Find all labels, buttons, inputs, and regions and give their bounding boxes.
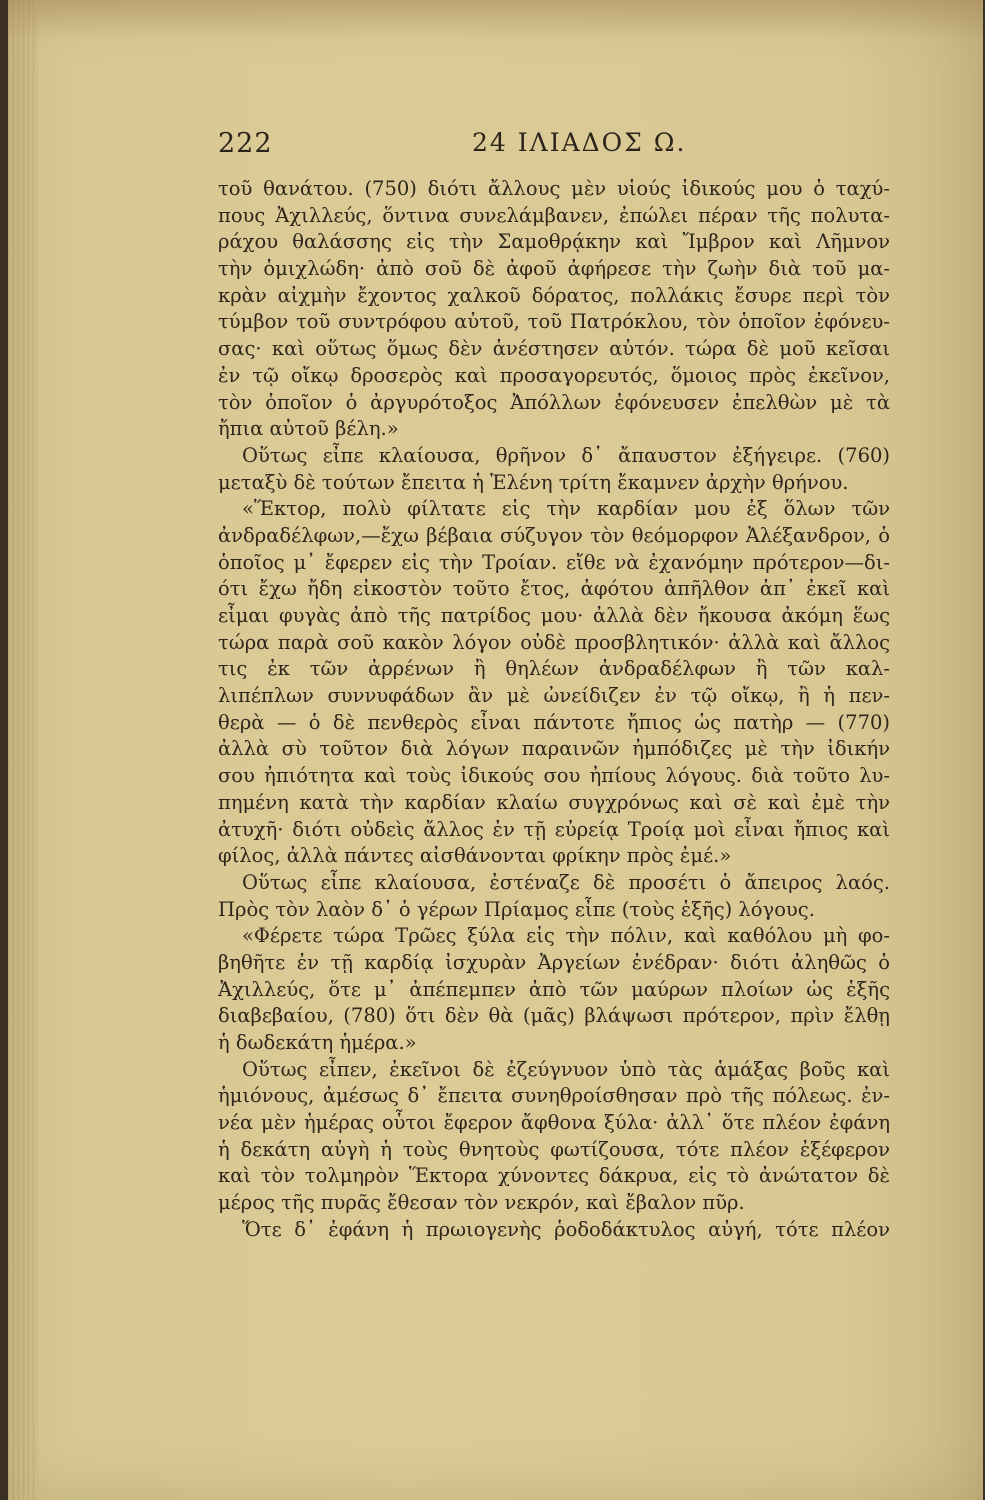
paragraph [218, 1217, 890, 1244]
text-line: Ὅτε δ᾽ ἐφάνη ἡ πρωιογενὴς ῥοδοδάκτυλος αὐγή, τότε πλέον [242, 1217, 890, 1241]
text-line: «Ἕκτορ, πολὺ φίλτατε εἰς τὴν καρδίαν μου ἐξ ὅλων τῶν [242, 497, 890, 521]
text-line: μέρος τῆς πυρᾶς ἔθεσαν τὸν νεκρόν, καὶ ἔβαλον πῦρ. [218, 1191, 745, 1215]
text-line: ἐν τῷ οἴκῳ δροσερὸς καὶ προσαγορευτός, ὅμοιος πρὸς ἐκεῖνον, [218, 363, 890, 387]
text-line: ἀνδραδέλφων,—ἔχω βέβαια σύζυγον τὸν θεόμορφον Ἀλέξανδρον, ὁ [218, 523, 890, 547]
text-line: ὁποῖος μ᾽ ἔφερεν εἰς τὴν Τροίαν. εἴθε νὰ ἐχανόμην πρότερον—δι- [218, 550, 890, 574]
page-top-shadow [8, 0, 983, 40]
text-line: θερὰ — ὁ δὲ πενθερὸς εἶναι πάντοτε ἤπιος ὡς πατὴρ — (770) [218, 710, 890, 734]
book-title: 24 ΙΛΙΑΔΟΣ Ω. [472, 128, 687, 157]
book-page [8, 0, 983, 1500]
paragraph [218, 1057, 890, 1217]
text-line: τοῦ θανάτου. (750) διότι ἄλλους μὲν υἱούς ἰδικούς μου ὁ ταχύ- [218, 177, 890, 200]
text-line: ἀτυχῆ· διότι οὐδεὶς ἄλλος ἐν τῇ εὐρείᾳ Τροίᾳ μοὶ εἶναι ἤπιος καὶ [218, 817, 890, 841]
text-line: βηθῆτε ἐν τῇ καρδίᾳ ἰσχυρὰν Ἀργείων ἐνέδραν· διότι ἀληθῶς ὁ [218, 950, 890, 974]
text-line: εἶμαι φυγὰς ἀπὸ τῆς πατρίδος μου· ἀλλὰ δὲν ἤκουσα ἀκόμη ἕως [218, 604, 890, 627]
text-line: πους Ἀχιλλεύς, ὅντινα συνελάμβανεν, ἐπώλει πέραν τῆς πολυτα- [218, 203, 890, 227]
text-line: σου ἠπιότητα καὶ τοὺς ἰδικούς σου ἠπίους λόγους. διὰ τοῦτο λυ- [218, 764, 890, 788]
paragraph [218, 176, 890, 443]
text-line: τύμβον τοῦ συντρόφου αὐτοῦ, τοῦ Πατρόκλου, τὸν ὁποῖον ἐφόνευ- [218, 310, 890, 334]
paragraph [218, 870, 890, 923]
text-line: ἤπια αὐτοῦ βέλη.» [218, 417, 399, 441]
text-line: τις ἐκ τῶν ἀρρένων ἢ θηλέων ἀνδραδέλφων ἢ τῶν καλ- [218, 657, 890, 681]
text-line: «Φέρετε τώρα Τρῶες ξύλα εἰς τὴν πόλιν, καὶ καθόλου μὴ φο- [242, 924, 890, 948]
text-line: νέα μὲν ἡμέρας οὗτοι ἔφερον ἄφθονα ξύλα· ἀλλ᾽ ὅτε πλέον ἐφάνη [218, 1111, 890, 1135]
text-line: φίλος, ἀλλὰ πάντες αἰσθάνονται φρίκην πρὸς ἐμέ.» [218, 844, 732, 868]
running-head [218, 128, 898, 168]
text-line: τὸν ὁποῖον ὁ ἀργυρότοξος Ἀπόλλων ἐφόνευσεν ἐπελθὼν μὲ τὰ [218, 390, 890, 414]
text-line: σας· καὶ οὕτως ὅμως δὲν ἀνέστησεν αὐτόν. τώρα δὲ μοῦ κεῖσαι [218, 337, 890, 361]
paragraph [218, 443, 890, 496]
text-line: ἀλλὰ σὺ τοῦτον διὰ λόγων παραινῶν ἠμπόδιζες μὲ τὴν ἰδικήν [218, 737, 890, 761]
text-line: καὶ τὸν τολμηρὸν Ἕκτορα χύνοντες δάκρυα, εἰς τὸ ἀνώτατον δὲ [218, 1164, 890, 1188]
paragraph [218, 923, 890, 1056]
text-line: Ἀχιλλεύς, ὅτε μ᾽ ἀπέπεμπεν ἀπὸ τῶν μαύρων πλοίων ὡς ἑξῆς [218, 977, 890, 1001]
text-line: κρὰν αἰχμὴν ἔχοντος χαλκοῦ δόρατος, πολλάκις ἔσυρε περὶ τὸν [218, 283, 890, 307]
paragraph [218, 496, 890, 870]
text-line: ἡμιόνους, ἀμέσως δ᾽ ἔπειτα συνηθροίσθησαν πρὸ τῆς πόλεως. ἐν- [218, 1084, 890, 1108]
text-line: πημένη κατὰ τὴν καρδίαν κλαίω συγχρόνως καὶ σὲ καὶ ἐμὲ τὴν [218, 790, 890, 814]
text-line: Οὕτως εἶπεν, ἐκεῖνοι δὲ ἐζεύγνυον ὑπὸ τὰς ἁμάξας βοῦς καὶ [242, 1057, 890, 1081]
text-line: λιπέπλων συννυφάδων ἂν μὲ ὠνείδιζεν ἐν τῷ οἴκῳ, ἢ ἡ πεν- [218, 684, 890, 708]
body-text [218, 176, 890, 1244]
text-line: Πρὸς τὸν λαὸν δ᾽ ὁ γέρων Πρίαμος εἶπε (τοὺς ἑξῆς) λόγους. [218, 897, 815, 921]
text-line: ἡ δεκάτη αὐγὴ ἡ τοὺς θνητοὺς φωτίζουσα, τότε πλέον ἐξέφερον [218, 1137, 890, 1161]
text-line: ράχου θαλάσσης εἰς τὴν Σαμοθρᾴκην καὶ Ἴμβρον καὶ Λῆμνον [218, 230, 890, 254]
text-line: ότι ἔχω ἤδη εἰκοστὸν τοῦτο ἔτος, ἀφότου ἀπῆλθον ἀπ᾽ ἐκεῖ καὶ [218, 577, 890, 601]
text-line: τὴν ὁμιχλώδη· ἀπὸ σοῦ δὲ ἀφοῦ ἀφήρεσε τὴν ζωὴν διὰ τοῦ μα- [218, 257, 890, 281]
text-line: Οὕτως εἶπε κλαίουσα, θρῆνον δ᾽ ἄπαυστον ἐξήγειρε. (760) [242, 443, 890, 467]
text-line: Οὕτως εἶπε κλαίουσα, ἐστέναζε δὲ προσέτι ὁ ἄπειρος λαός. [242, 870, 890, 894]
text-line: τώρα παρὰ σοῦ κακὸν λόγον οὐδὲ προσβλητικόν· ἀλλὰ καὶ ἄλλος [218, 630, 890, 654]
page-number: 222 [218, 128, 273, 159]
text-line: μεταξὺ δὲ τούτων ἔπειτα ἡ Ἑλένη τρίτη ἔκαμνεν ἀρχὴν θρήνου. [218, 470, 849, 494]
text-line: ἡ δωδεκάτη ἡμέρα.» [218, 1031, 417, 1054]
page-edge-shadow [8, 0, 38, 1500]
text-line: διαβεβαίου, (780) ὅτι δὲν θὰ (μᾶς) βλάψωσι πρότερον, πρὶν ἔλθῃ [218, 1004, 890, 1028]
